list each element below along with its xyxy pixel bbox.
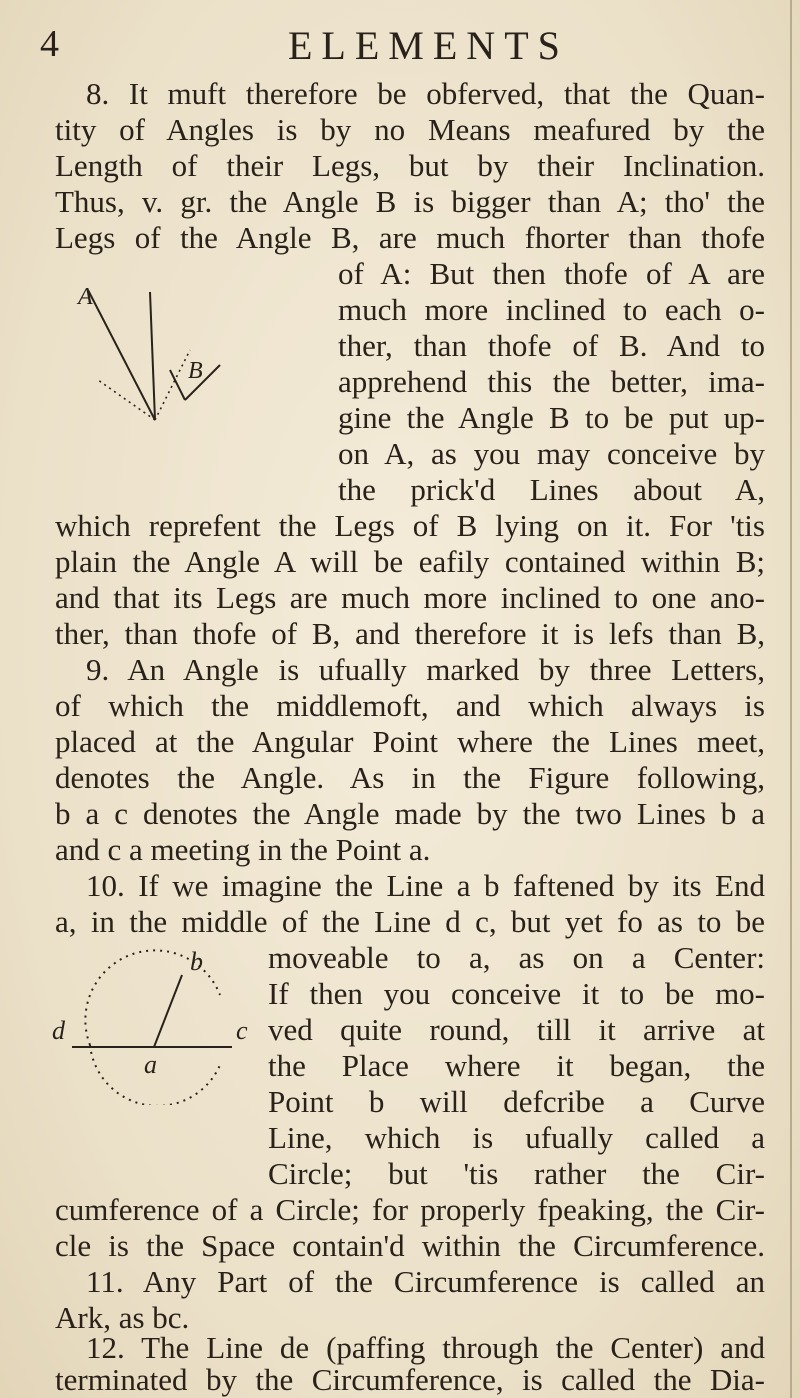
angle-figure <box>60 270 330 470</box>
text-line: cumference of a Circle; for properly fpeaking, the Cir- <box>55 1192 765 1227</box>
text-line: Circle; but 'tis rather the Cir- <box>268 1156 765 1191</box>
label-b: B <box>188 358 203 384</box>
text-line: apprehend this the better, ima- <box>338 364 765 399</box>
text-line: Line, which is ufually called a <box>268 1120 765 1155</box>
angle-a-leg-left <box>88 290 155 420</box>
text-line: plain the Angle A will be eafily contained within B; <box>55 544 765 579</box>
text-line: Ark, as bc. <box>55 1300 190 1335</box>
text-line: ther, than thofe of B. And to <box>338 328 765 363</box>
text-line: ved quite round, till it arrive at <box>268 1012 765 1047</box>
text-line: which reprefent the Legs of B lying on it. For 'tis <box>55 508 765 543</box>
label-c-point: c <box>236 1016 248 1045</box>
text-line: b a c denotes the Angle made by the two Lines b a <box>55 796 765 831</box>
circle-figure <box>50 935 260 1105</box>
label-a: A <box>78 284 93 310</box>
text-line: placed at the Angular Point where the Lines meet, <box>55 724 765 759</box>
text-line: a, in the middle of the Line d c, but yet fo as to be <box>55 904 765 939</box>
label-d-point: d <box>52 1016 65 1045</box>
text-line: 9. An Angle is ufually marked by three Letters, <box>86 652 765 687</box>
text-line: ther, than thofe of B, and therefore it is lefs than B, <box>55 616 765 651</box>
label-b-point: b <box>190 947 203 976</box>
text-line: terminated by the Circumference, is called the Dia- <box>55 1362 765 1397</box>
text-line: the prick'd Lines about A, <box>338 472 765 507</box>
text-line: 11. Any Part of the Circumference is called an <box>86 1264 765 1299</box>
text-line: moveable to a, as on a Center: <box>268 940 765 975</box>
text-line: If then you conceive it to be mo- <box>268 976 765 1011</box>
radius-line <box>154 975 182 1047</box>
page-edge <box>790 0 792 1398</box>
angle-b-leg-left <box>170 370 185 400</box>
dotted-leg-right <box>155 350 190 420</box>
text-line: 8. It muft therefore be obferved, that the Quan- <box>86 76 765 111</box>
text-line: the Place where it began, the <box>268 1048 765 1083</box>
text-line: Legs of the Angle B, are much fhorter than thofe <box>55 220 765 255</box>
text-line: much more inclined to each o- <box>338 292 765 327</box>
text-line: cle is the Space contain'd within the Circumference. <box>55 1228 765 1263</box>
text-line: denotes the Angle. As in the Figure following, <box>55 760 765 795</box>
text-line: of A: But then thofe of A are <box>338 256 765 291</box>
text-line: of which the middlemoft, and which always is <box>55 688 765 723</box>
page-header <box>40 22 780 72</box>
text-line: 12. The Line de (paffing through the Center) and <box>86 1330 765 1365</box>
running-title: ELEMENTS <box>288 23 569 68</box>
text-line: tity of Angles is by no Means meafured by the <box>55 112 765 147</box>
label-a-point: a <box>144 1050 157 1079</box>
text-line: Length of their Legs, but by their Inclination. <box>55 148 765 183</box>
text-line: gine the Angle B to be put up- <box>338 400 765 435</box>
text-line: Point b will defcribe a Curve <box>268 1084 765 1119</box>
page-number: 4 <box>40 23 59 65</box>
text-line: 10. If we imagine the Line a b faftened by its End <box>86 868 765 903</box>
text-line: Thus, v. gr. the Angle B is bigger than A; tho' the <box>55 184 765 219</box>
angle-a-leg-right <box>150 292 155 420</box>
text-line: and c a meeting in the Point a. <box>55 832 431 867</box>
text-line: and that its Legs are much more inclined to one ano- <box>55 580 765 615</box>
dotted-leg-left <box>98 380 155 420</box>
text-line: on A, as you may conceive by <box>338 436 765 471</box>
